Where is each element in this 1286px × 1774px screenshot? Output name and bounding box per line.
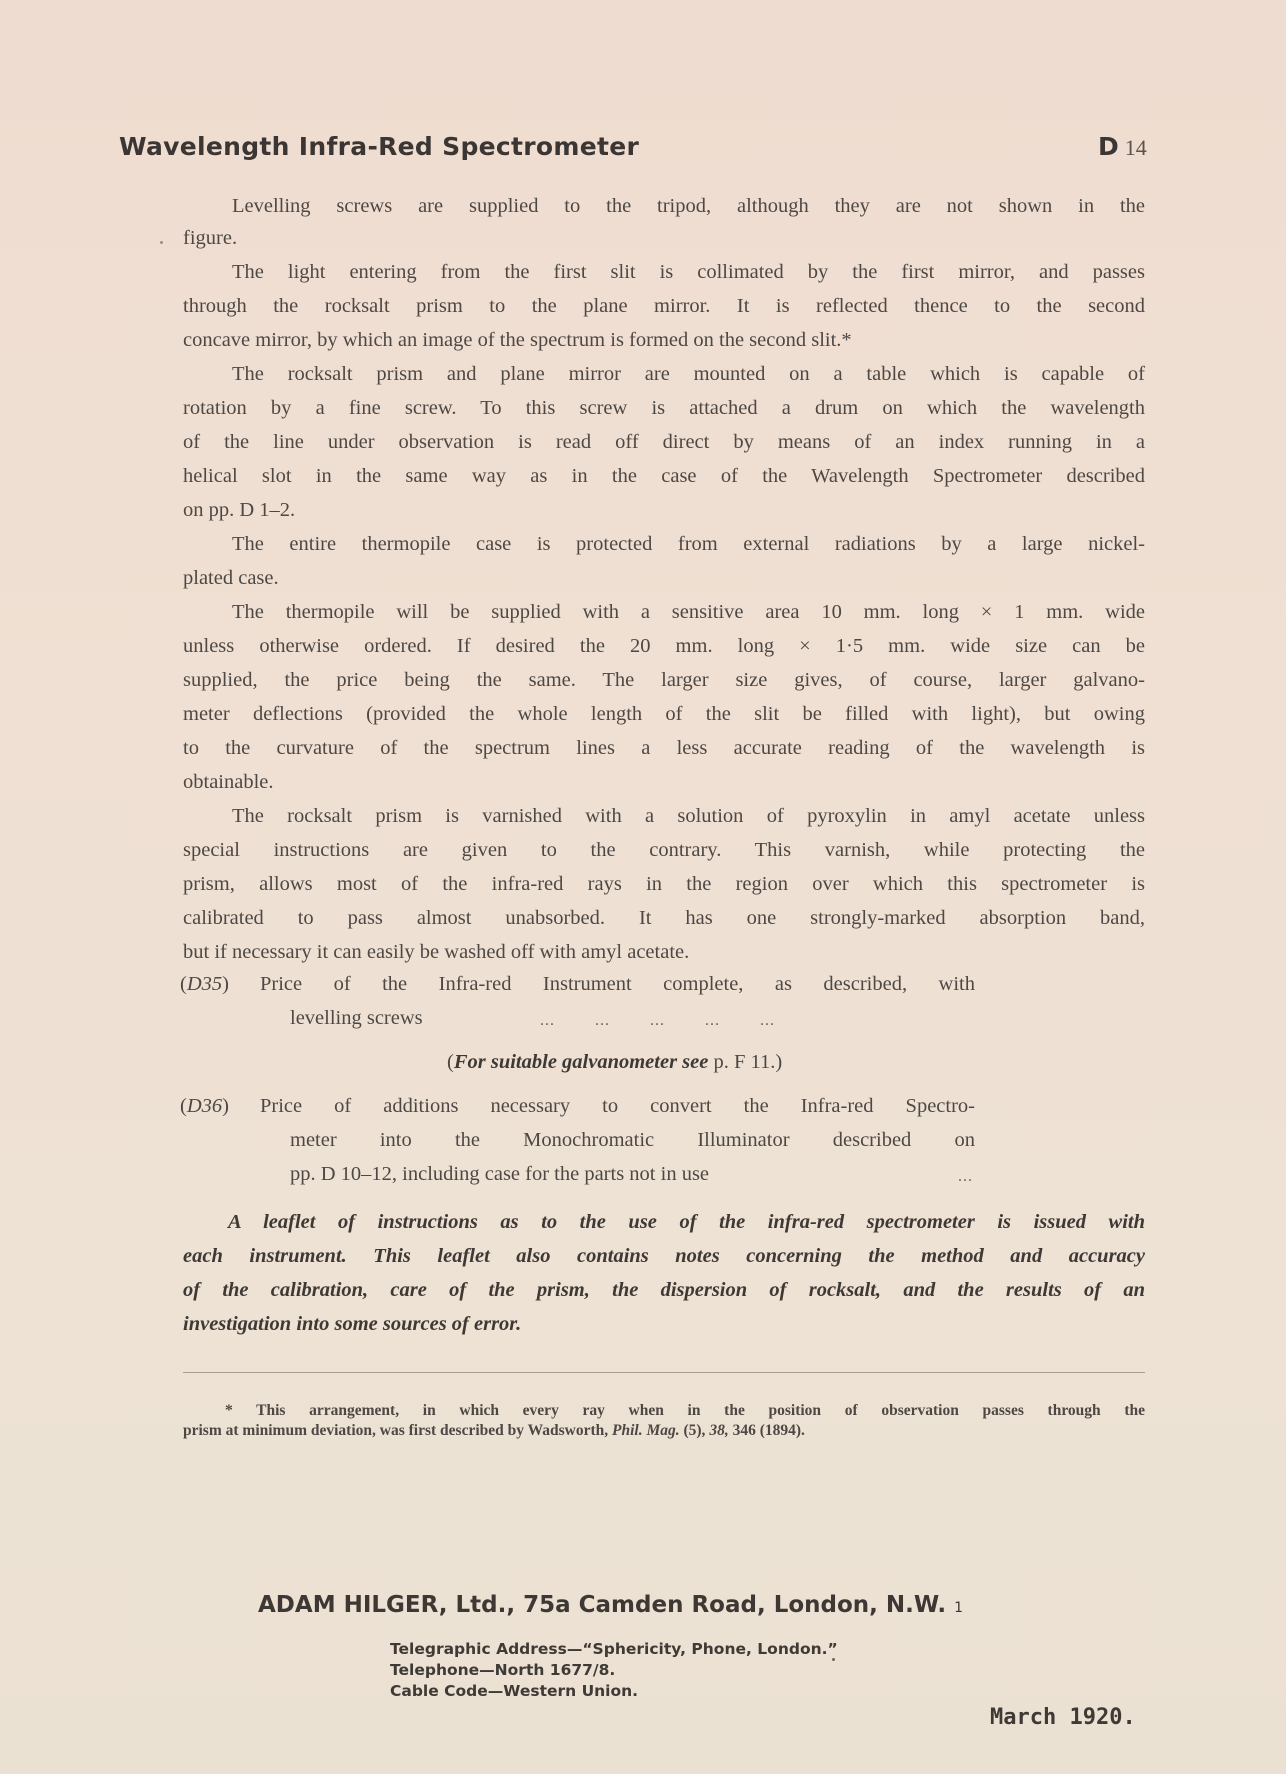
page-title: Wavelength Infra-Red Spectrometer [119,132,640,161]
footnote-line: * This arrangement, in which every ray when in the position of observation passes through the [225,1402,1145,1419]
company-name: ADAM HILGER, Ltd., 75a Camden Road, London, N.W. [258,1592,947,1618]
publication-date: March 1920. [990,1705,1136,1730]
page-number [1098,132,1147,162]
paragraph-line: rotation by a fine screw. To this screw is attached a drum on which the wavelength [183,397,1145,419]
print-speck [832,1658,835,1661]
footnote-series: (5), [683,1422,706,1439]
paragraph-line: supplied, the price being the same. The larger size gives, of course, larger galvano- [183,669,1145,691]
leader-dots: ... [958,1168,973,1185]
leaflet-note-line: A leaflet of instructions as to the use of the infra-red spectrometer is issued with [228,1211,1145,1233]
leaflet-note-line: of the calibration, care of the prism, the dispersion of rocksalt, and the results of an [183,1279,1145,1301]
page-number-value: 14 [1124,135,1147,160]
leaflet-note-line: each instrument. This leaflet also contains notes concerning the method and accuracy [183,1245,1145,1267]
price-description: levelling screws [290,1007,423,1029]
paragraph-line: concave mirror, by which an image of the spectrum is formed on the second slit.* [183,329,852,351]
paragraph-line: on pp. D 1–2. [183,499,296,521]
price-description: Price of the Infra-red Instrument complete, as described, with [260,973,975,995]
leaflet-note-line: investigation into some sources of error. [183,1313,522,1335]
paragraph-line: plated case. [183,567,279,589]
footnote-line [183,1423,805,1439]
paragraph-line: helical slot in the same way as in the case of the Wavelength Spectrometer described [183,465,1145,487]
telephone: Telephone—North 1677/8. [390,1661,616,1679]
paragraph-line: special instructions are given to the contrary. This varnish, while protecting the [183,839,1145,861]
footnote-journal: Phil. Mag. [612,1422,680,1439]
paragraph-line: unless otherwise ordered. If desired the 20 mm. long × 1·5 mm. wide size can be [183,635,1145,657]
paragraph-line: Levelling screws are supplied to the tripod, although they are not shown in the [232,195,1145,217]
footnote-volume: 38, [709,1422,729,1439]
paragraph-line: through the rocksalt prism to the plane mirror. It is reflected thence to the second [183,295,1145,317]
paragraph-line: to the curvature of the spectrum lines a less accurate reading of the wavelength is [183,737,1145,759]
price-description: pp. D 10–12, including case for the parts not in use [290,1163,710,1185]
price-description: Price of additions necessary to convert the Infra-red Spectro- [260,1095,975,1117]
galvanometer-note: (For suitable galvanometer see p. F 11.) [447,1051,783,1073]
section-letter: D [1098,132,1119,161]
paragraph-line: calibrated to pass almost unabsorbed. It has one strongly-marked absorption band, [183,907,1145,929]
footnote-text: prism at minimum deviation, was first described by Wadsworth, [183,1422,609,1439]
paragraph-line: obtainable. [183,771,274,793]
paragraph-line: meter deflections (provided the whole length of the slit be filled with light), but owing [183,703,1145,725]
paragraph-line: The thermopile will be supplied with a sensitive area 10 mm. long × 1 mm. wide [232,601,1145,623]
paragraph-line: but if necessary it can easily be washed off with amyl acetate. [183,941,690,963]
paragraph-line: figure. [183,227,238,249]
cable-code: Cable Code—Western Union. [390,1682,639,1700]
postal-district: 1 [954,1600,964,1616]
footnote-pages: 346 (1894). [732,1422,805,1439]
footnote-divider [183,1372,1145,1373]
catalogue-code: D36 [186,1095,223,1117]
leader-dots: ... ... ... ... ... [540,1012,775,1029]
telegraphic-address: Telegraphic Address—“Sphericity, Phone, London.” [390,1640,838,1658]
company-address [258,1592,963,1618]
paragraph-line: The rocksalt prism and plane mirror are mounted on a table which is capable of [232,363,1145,385]
paragraph-line: The rocksalt prism is varnished with a solution of pyroxylin in amyl acetate unless [232,805,1145,827]
catalogue-code: D35 [186,973,223,995]
paragraph-line: of the line under observation is read off direct by means of an index running in a [183,431,1145,453]
price-description: meter into the Monochromatic Illuminator described on [290,1129,975,1151]
paragraph-line: The light entering from the first slit is collimated by the first mirror, and passes [232,261,1145,283]
print-speck [160,241,163,244]
paragraph-line: The entire thermopile case is protected from external radiations by a large nickel- [232,533,1145,555]
paragraph-line: prism, allows most of the infra-red rays in the region over which this spectrometer is [183,873,1145,895]
galvanometer-note-italic: For suitable galvanometer see [453,1051,709,1073]
galvanometer-note-ref: p. F 11. [713,1051,776,1073]
price-code: (D36) [180,1095,229,1117]
price-code: (D35) [180,973,229,995]
